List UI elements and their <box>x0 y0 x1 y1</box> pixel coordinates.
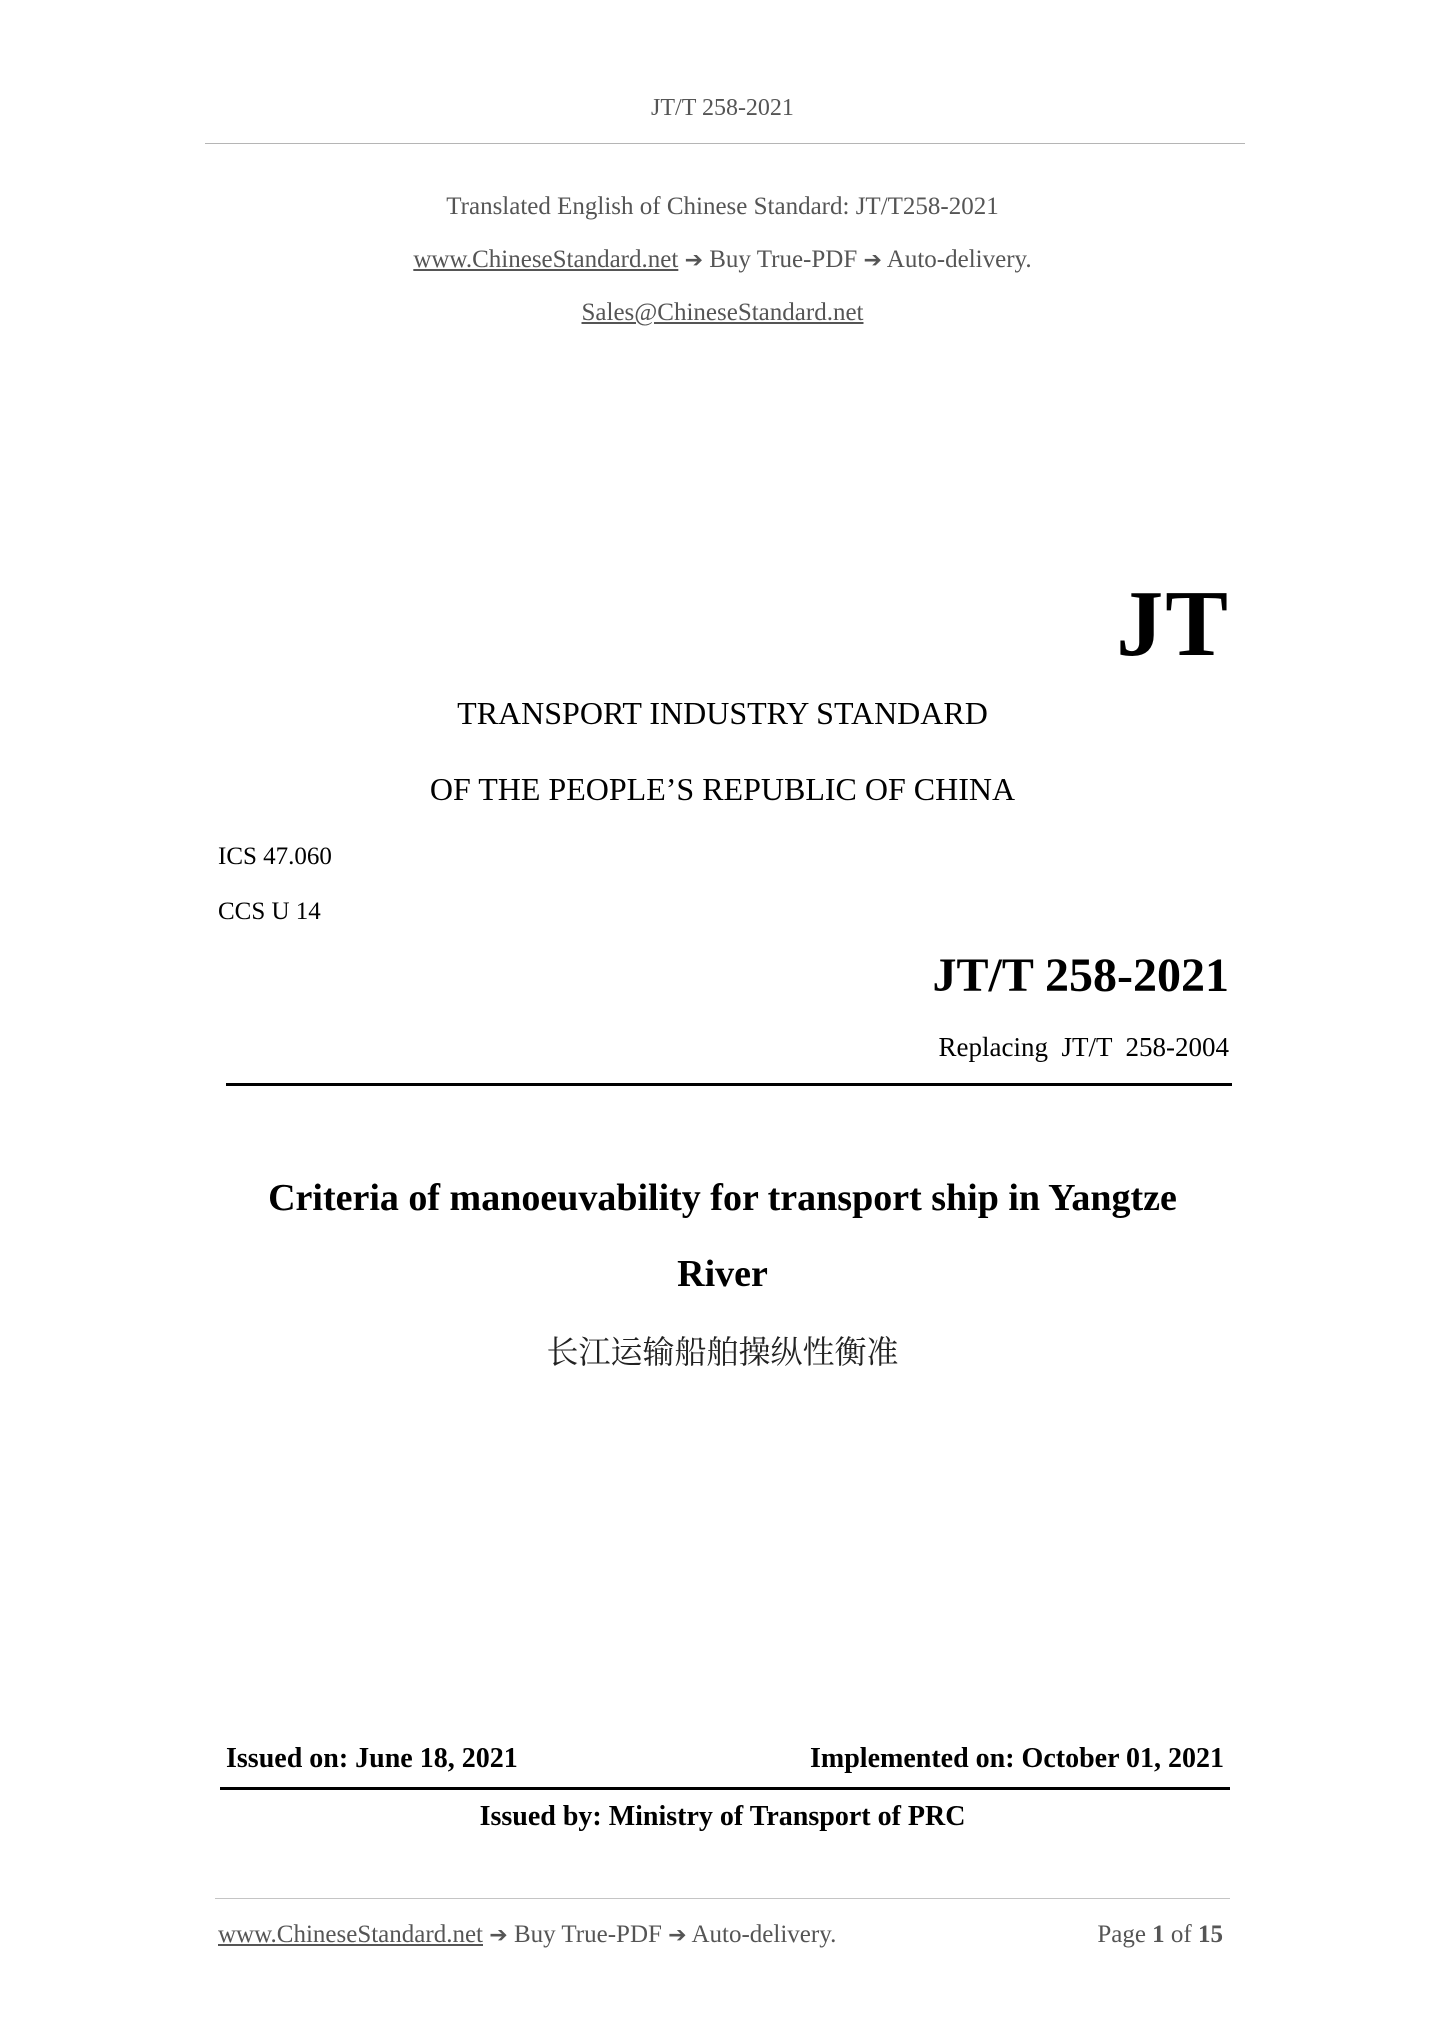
arrow-right-icon: ➔ <box>863 248 882 273</box>
document-title-chinese: 长江运输船舶操纵性衡准 <box>546 1333 899 1371</box>
buy-true-pdf-text: Buy True-PDF <box>709 246 858 273</box>
issued-by: Issued by: Ministry of Transport of PRC <box>479 1801 966 1832</box>
issue-divider <box>220 1787 1230 1790</box>
standard-number: JT/T 258-2021 <box>932 949 1229 1002</box>
issuing-category-line1: TRANSPORT INDUSTRY STANDARD <box>457 695 988 731</box>
arrow-right-icon: ➔ <box>684 248 703 273</box>
replacing-note: Replacing JT/T 258-2004 <box>938 1032 1229 1062</box>
footer-delivery-text: Auto-delivery. <box>691 1921 837 1948</box>
standard-code-logo: JT <box>1116 572 1230 676</box>
cover-divider <box>226 1083 1232 1086</box>
arrow-right-icon: ➔ <box>489 1923 508 1948</box>
footer-site-link[interactable]: www.ChineseStandard.net <box>218 1921 483 1948</box>
sales-email-link[interactable]: Sales@ChineseStandard.net <box>581 299 864 326</box>
footer-promo <box>218 1921 836 1949</box>
promo-line <box>0 246 1445 274</box>
page-indicator <box>1097 1921 1223 1949</box>
translation-notice: Translated English of Chinese Standard: JT/T258-2021 <box>446 193 999 220</box>
issued-on-date: Issued on: June 18, 2021 <box>226 1743 518 1774</box>
ccs-code: CCS U 14 <box>218 898 321 925</box>
document-title-line1: Criteria of manoeuvability for transport ship in Yangtze <box>268 1177 1177 1219</box>
arrow-right-icon: ➔ <box>668 1923 687 1948</box>
page-current: 1 <box>1152 1921 1165 1948</box>
page-label: Page <box>1097 1921 1146 1948</box>
email-line <box>0 299 1445 327</box>
footer-divider <box>215 1898 1230 1899</box>
page-of-label: of <box>1170 1921 1192 1948</box>
running-header: JT/T 258-2021 <box>651 95 794 121</box>
implemented-on-date: Implemented on: October 01, 2021 <box>810 1743 1224 1774</box>
auto-delivery-text: Auto-delivery. <box>886 246 1032 273</box>
header-divider <box>205 143 1245 144</box>
ics-code: ICS 47.060 <box>218 843 332 870</box>
footer-buy-text: Buy True-PDF <box>513 1921 662 1948</box>
issuing-category-line2: OF THE PEOPLE’S REPUBLIC OF CHINA <box>429 771 1016 807</box>
page-total: 15 <box>1198 1921 1223 1948</box>
site-link[interactable]: www.ChineseStandard.net <box>413 246 679 273</box>
document-title-line2: River <box>677 1253 768 1295</box>
